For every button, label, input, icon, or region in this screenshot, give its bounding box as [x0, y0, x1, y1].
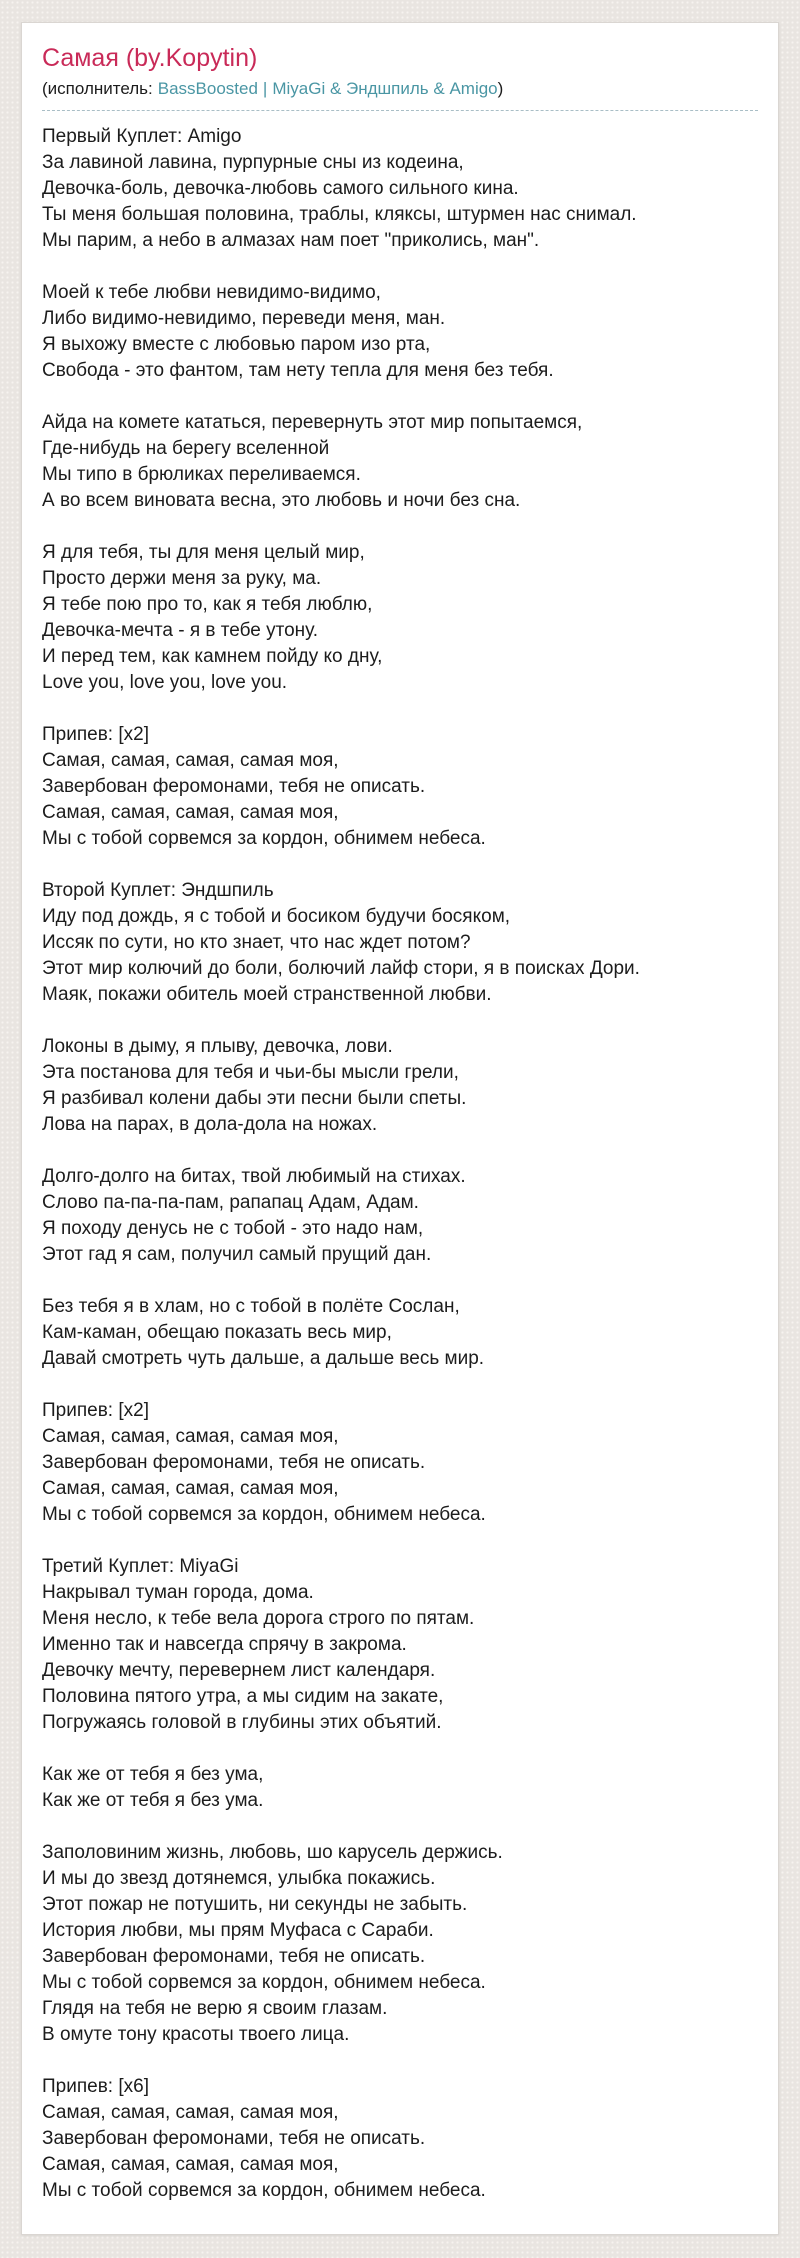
artist-suffix: ): [497, 79, 504, 99]
lyrics-line: Я тебе пою про то, как я тебя люблю,: [42, 593, 373, 615]
lyrics-line: Самая, самая, самая, самая моя,: [42, 801, 339, 823]
lyrics-line: В омуте тону красоты твоего лица.: [42, 2023, 350, 2045]
lyrics-line: Глядя на тебя не верю я своим глазам.: [42, 1997, 388, 2019]
lyrics-line: Половина пятого утра, а мы сидим на закате,: [42, 1685, 444, 1707]
lyrics-line: Моей к тебе любви невидимо-видимо,: [42, 281, 381, 303]
lyrics-line: И мы до звезд дотянемся, улыбка покажись.: [42, 1867, 436, 1889]
lyrics-line: Мы с тобой сорвемся за кордон, обнимем небеса.: [42, 827, 486, 849]
lyrics-line: Слово па-па-па-пам, рапапац Адам, Адам.: [42, 1191, 419, 1213]
lyrics-text: [42, 124, 758, 2204]
lyrics-line: Этот гад я сам, получил самый прущий дан.: [42, 1243, 432, 1265]
lyrics-line: Девочку мечту, перевернем лист календаря.: [42, 1659, 436, 1681]
lyrics-line: Айда на комете кататься, перевернуть этот мир попытаемся,: [42, 411, 583, 433]
lyrics-line: Эта постанова для тебя и чьи-бы мысли грели,: [42, 1061, 459, 1083]
lyrics-line: Припев: [x2]: [42, 1399, 149, 1421]
lyrics-line: Первый Куплет: Amigo: [42, 125, 242, 147]
lyrics-line: Этот мир колючий до боли, болючий лайф стори, я в поисках Дори.: [42, 957, 640, 979]
dotted-divider: [42, 110, 758, 111]
lyrics-line: Локоны в дыму, я плыву, девочка, лови.: [42, 1035, 393, 1057]
lyrics-line: Самая, самая, самая, самая моя,: [42, 2153, 339, 2175]
lyrics-line: Самая, самая, самая, самая моя,: [42, 749, 339, 771]
lyrics-line: Love you, love you, love you.: [42, 671, 288, 693]
lyrics-line: Мы парим, а небо в алмазах нам поет "приколись, ман".: [42, 229, 540, 251]
lyrics-stanza: [42, 1294, 758, 1372]
lyrics-line: Девочка-мечта - я в тебе утону.: [42, 619, 319, 641]
lyrics-line: Где-нибудь на берегу вселенной: [42, 437, 330, 459]
lyrics-stanza: [42, 1034, 758, 1138]
lyrics-line: Лова на парах, в дола-дола на ножах.: [42, 1113, 378, 1135]
lyrics-line: Я разбивал колени дабы эти песни были спеты.: [42, 1087, 467, 1109]
lyrics-line: Погружаясь головой в глубины этих объятий.: [42, 1711, 442, 1733]
lyrics-line: Завербован феромонами, тебя не описать.: [42, 2127, 426, 2149]
lyrics-line: Маяк, покажи обитель моей странственной любви.: [42, 983, 492, 1005]
lyrics-line: Я выхожу вместе с любовью паром изо рта,: [42, 333, 431, 355]
lyrics-line: Мы типо в брюликах переливаемся.: [42, 463, 361, 485]
lyrics-line: Третий Куплет: MiyaGi: [42, 1555, 239, 1577]
lyrics-line: Иссяк по сути, но кто знает, что нас ждет потом?: [42, 931, 471, 953]
lyrics-line: Припев: [x6]: [42, 2075, 149, 2097]
lyrics-stanza: [42, 2074, 758, 2204]
lyrics-line: Заполовиним жизнь, любовь, шо карусель держись.: [42, 1841, 503, 1863]
lyrics-line: Накрывал туман города, дома.: [42, 1581, 314, 1603]
lyrics-stanza: [42, 1164, 758, 1268]
lyrics-line: Именно так и навсегда спрячу в закрома.: [42, 1633, 407, 1655]
lyrics-stanza: [42, 722, 758, 852]
lyrics-stanza: [42, 1398, 758, 1528]
artist-link-bassboosted[interactable]: BassBoosted: [157, 79, 258, 99]
lyrics-stanza: [42, 280, 758, 384]
lyrics-line: Завербован феромонами, тебя не описать.: [42, 775, 426, 797]
artist-prefix-label: (исполнитель:: [42, 79, 153, 99]
artist-line: [42, 78, 758, 99]
page-background: [0, 22, 800, 2258]
lyrics-line: Второй Куплет: Эндшпиль: [42, 879, 274, 901]
lyrics-stanza: [42, 1840, 758, 2048]
lyrics-line: Самая, самая, самая, самая моя,: [42, 1477, 339, 1499]
lyrics-line: Кам-каман, обещаю показать весь мир,: [42, 1321, 392, 1343]
lyrics-line: За лавиной лавина, пурпурные сны из кодеина,: [42, 151, 464, 173]
lyrics-stanza: [42, 410, 758, 514]
lyrics-line: Самая, самая, самая, самая моя,: [42, 1425, 339, 1447]
lyrics-stanza: [42, 124, 758, 254]
lyrics-stanza: [42, 1762, 758, 1814]
lyrics-line: Либо видимо-невидимо, переведи меня, ман.: [42, 307, 446, 329]
lyrics-line: Самая, самая, самая, самая моя,: [42, 2101, 339, 2123]
lyrics-line: Мы с тобой сорвемся за кордон, обнимем небеса.: [42, 1503, 486, 1525]
lyrics-line: Мы с тобой сорвемся за кордон, обнимем небеса.: [42, 1971, 486, 1993]
artist-link-miyagi-endshpil-amigo[interactable]: MiyaGi & Эндшпиль & Amigo: [272, 79, 498, 99]
lyrics-stanza: [42, 878, 758, 1008]
lyrics-line: Меня несло, к тебе вела дорога строго по пятам.: [42, 1607, 475, 1629]
lyrics-card: [21, 22, 779, 2235]
lyrics-line: Долго-долго на битах, твой любимый на стихах.: [42, 1165, 466, 1187]
lyrics-line: Припев: [x2]: [42, 723, 149, 745]
lyrics-line: Девочка-боль, девочка-любовь самого сильного кина.: [42, 177, 519, 199]
lyrics-line: Завербован феромонами, тебя не описать.: [42, 1945, 426, 1967]
lyrics-line: Давай смотреть чуть дальше, а дальше весь мир.: [42, 1347, 485, 1369]
artist-separator: |: [262, 79, 268, 99]
lyrics-line: Я походу денусь не с тобой - это надо нам,: [42, 1217, 424, 1239]
lyrics-line: Как же от тебя я без ума,: [42, 1763, 264, 1785]
lyrics-line: А во всем виновата весна, это любовь и ночи без сна.: [42, 489, 521, 511]
lyrics-line: Мы с тобой сорвемся за кордон, обнимем небеса.: [42, 2179, 486, 2201]
lyrics-stanza: [42, 540, 758, 696]
lyrics-line: Я для тебя, ты для меня целый мир,: [42, 541, 365, 563]
lyrics-line: Этот пожар не потушить, ни секунды не забыть.: [42, 1893, 468, 1915]
lyrics-line: Просто держи меня за руку, ма.: [42, 567, 322, 589]
lyrics-line: И перед тем, как камнем пойду ко дну,: [42, 645, 383, 667]
lyrics-line: Как же от тебя я без ума.: [42, 1789, 264, 1811]
song-header: [42, 43, 758, 111]
lyrics-stanza: [42, 1554, 758, 1736]
lyrics-line: Иду под дождь, я с тобой и босиком будучи босяком,: [42, 905, 511, 927]
lyrics-line: История любви, мы прям Муфаса с Сараби.: [42, 1919, 434, 1941]
lyrics-line: Свобода - это фантом, там нету тепла для меня без тебя.: [42, 359, 554, 381]
song-title: Самая (by.Kopytin): [42, 44, 258, 72]
lyrics-line: Ты меня большая половина, траблы, кляксы, штурмен нас снимал.: [42, 203, 637, 225]
lyrics-line: Без тебя я в хлам, но с тобой в полёте Сослан,: [42, 1295, 460, 1317]
lyrics-line: Завербован феромонами, тебя не описать.: [42, 1451, 426, 1473]
